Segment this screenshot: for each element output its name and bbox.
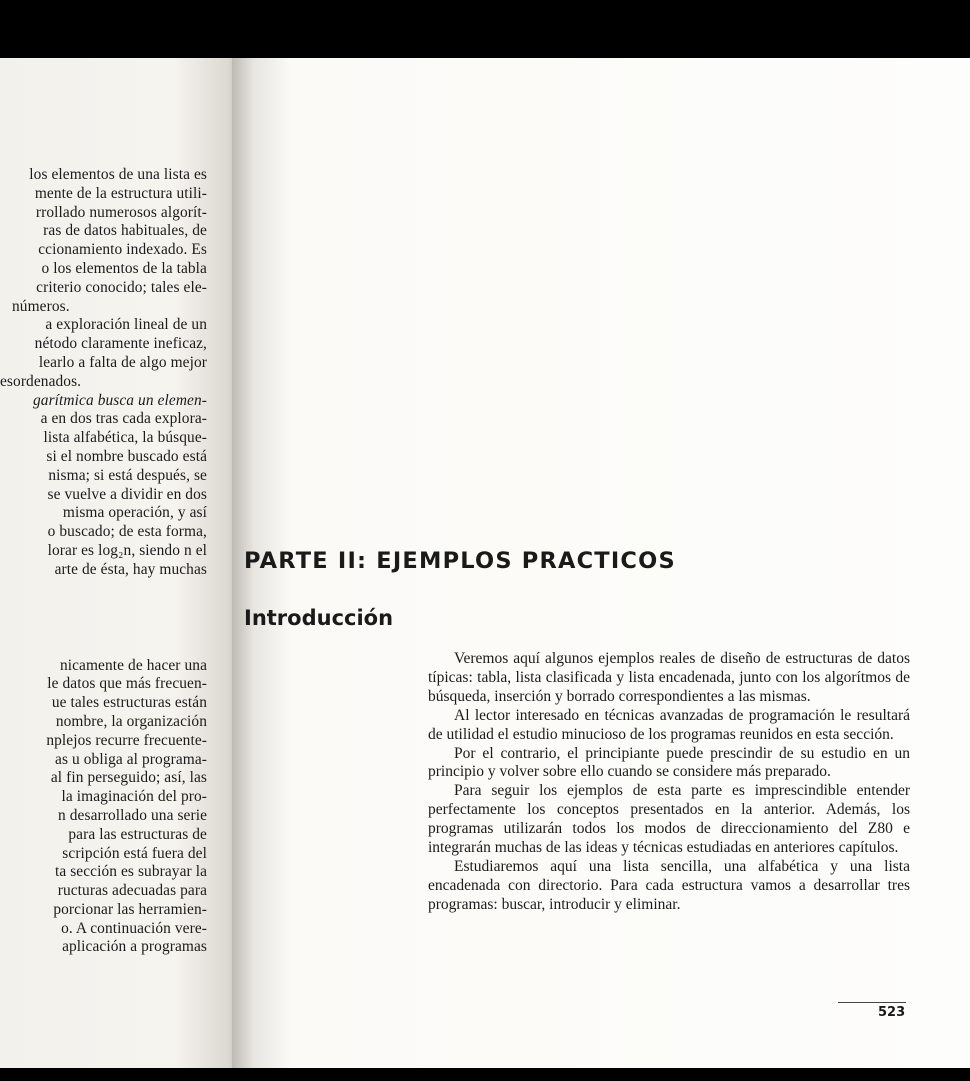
text-line: si el nombre buscado está bbox=[46, 447, 207, 465]
text-line: aplicación a programas bbox=[62, 938, 207, 956]
text-line: nisma; si está después, se bbox=[48, 466, 207, 484]
text-line: le datos que más frecuen- bbox=[47, 675, 207, 693]
text-line: arte de ésta, hay muchas bbox=[54, 560, 207, 578]
text-line: ras de datos habituales, de bbox=[43, 222, 207, 240]
text-line: a en dos tras cada explora- bbox=[40, 410, 207, 428]
paragraph: Para seguir los ejemplos de esta parte es imprescindible entender perfectamente los conceptos presentados en la anterior. Además, los programas utilizarán todos los modos de direccionamiento del Z80 e integrarán muchas de las ideas y técnicas estudiadas en anteriores capítulos. bbox=[428, 782, 910, 857]
text-line: se vuelve a dividir en dos bbox=[47, 485, 207, 503]
text-line: criterio conocido; tales ele- bbox=[36, 278, 207, 296]
left-page-text bbox=[0, 166, 207, 957]
paragraph: Al lector interesado en técnicas avanzadas de programación le resultará de utilidad el estudio minucioso de los programas reunidos en esta sección. bbox=[428, 706, 910, 743]
text-line: números. bbox=[12, 297, 70, 315]
text-line: rrollado numerosos algorít- bbox=[35, 203, 207, 221]
text-line: esordenados. bbox=[0, 372, 82, 390]
text-line: los elementos de una lista es bbox=[29, 166, 207, 183]
text-line: ccionamiento indexado. Es bbox=[38, 241, 207, 259]
text-line: lista alfabética, la búsque- bbox=[43, 429, 207, 447]
text-line: o. A continuación vere- bbox=[61, 919, 207, 937]
text-line: as u obliga al programa- bbox=[55, 750, 207, 768]
text-line: ue tales estructuras están bbox=[51, 694, 207, 712]
text-line: ructuras adecuadas para bbox=[57, 882, 207, 900]
text-line: para las estructuras de bbox=[68, 825, 207, 843]
part-title: PARTE II: EJEMPLOS PRACTICOS bbox=[244, 548, 676, 574]
footer-rule bbox=[838, 1002, 906, 1003]
text-line: la imaginación del pro- bbox=[61, 788, 207, 806]
text-line: nplejos recurre frecuente- bbox=[46, 731, 207, 749]
paragraph: Estudiaremos aquí una lista sencilla, una alfabética y una lista encadenada con directorio. Para cada estructura vamos a desarrollar tres programas: buscar, introducir y eliminar. bbox=[428, 857, 910, 913]
paragraph: Veremos aquí algunos ejemplos reales de diseño de estructuras de datos típicas: tabla, lista clasificada y lista encadenada, junto con los algorítmos de búsqueda, inserción y borrado correspondientes a las mismas. bbox=[428, 650, 910, 705]
text-line: al fin perseguido; así, las bbox=[50, 769, 207, 787]
text-line: ta sección es subrayar la bbox=[54, 863, 207, 881]
text-line: learlo a falta de algo mejor bbox=[38, 353, 207, 371]
text-line: lorar es log₂n, siendo n el bbox=[47, 541, 207, 559]
text-line: o los elementos de la tabla bbox=[41, 259, 207, 277]
text-line: mente de la estructura utili- bbox=[34, 184, 207, 202]
text-line: n desarrollado una serie bbox=[58, 806, 207, 824]
page-number: 523 bbox=[878, 1005, 906, 1020]
text-line: o buscado; de esta forma, bbox=[47, 523, 207, 541]
paragraph: Por el contrario, el principiante puede prescindir de su estudio en un principio y volver sobre ello cuando se considere más preparado. bbox=[428, 744, 910, 781]
paragraph-gap bbox=[0, 580, 207, 657]
body-text bbox=[428, 650, 910, 915]
left-page bbox=[0, 58, 248, 1068]
text-line: a exploración lineal de un bbox=[45, 316, 207, 334]
text-line: nétodo claramente ineficaz, bbox=[34, 335, 207, 353]
text-line: nombre, la organización bbox=[55, 712, 207, 730]
text-line: misma operación, y así bbox=[62, 504, 207, 522]
text-line: nicamente de hacer una bbox=[59, 656, 207, 674]
text-line: garítmica busca un elemen- bbox=[33, 391, 207, 409]
text-line: scripción está fuera del bbox=[62, 844, 207, 862]
section-title: Introducción bbox=[244, 606, 394, 630]
text-line: porcionar las herramien- bbox=[53, 900, 207, 918]
